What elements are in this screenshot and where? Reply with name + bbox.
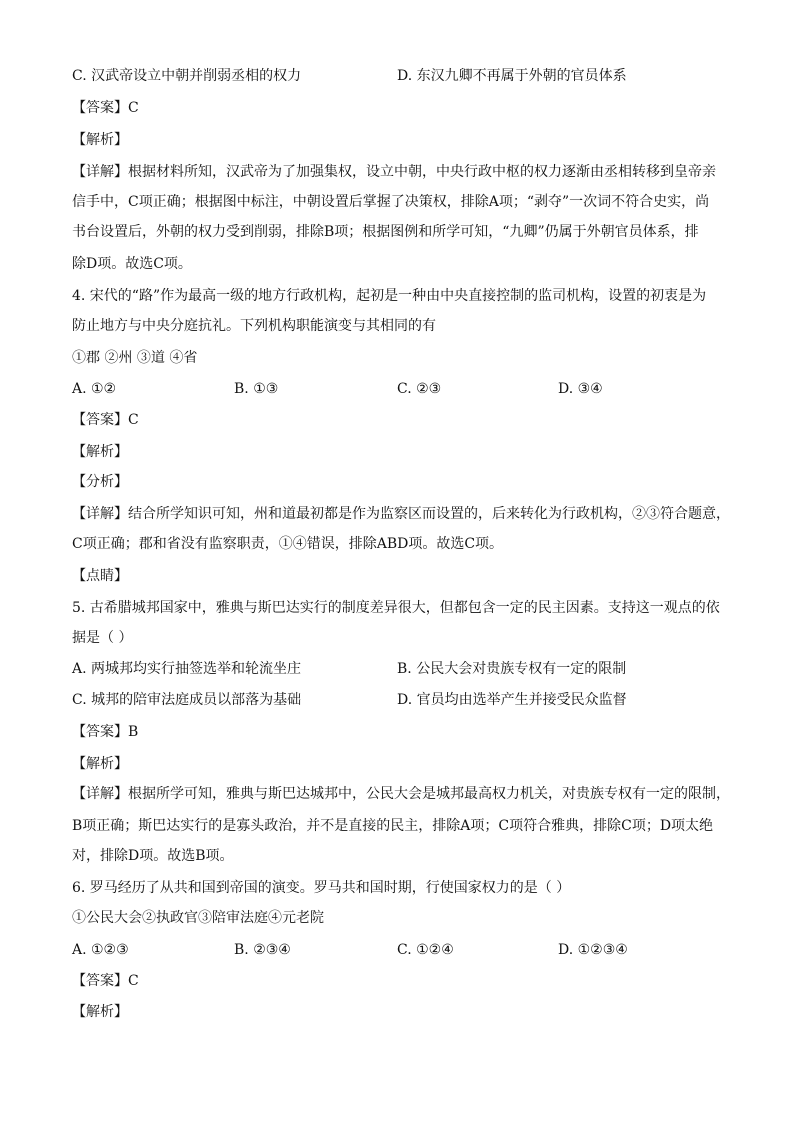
- q4-detail-line: 【详解】结合所学知识可知，州和道最初都是作为监察区而设置的，后来转化为行政机构，②③符合题意，: [72, 506, 730, 522]
- q4-analysis-subtitle: 【分析】: [72, 474, 128, 490]
- q5-answer: 【答案】B: [72, 724, 139, 740]
- q6-option-b: B. ②③④: [234, 942, 291, 958]
- q3-option-c: C. 汉武帝设立中朝并削弱丞相的权力: [72, 68, 302, 84]
- q4-detail-line: C项正确；郡和省没有监察职责，①④错误，排除ABD项。故选C项。: [72, 536, 504, 552]
- q4-tips-label: 【点睛】: [72, 568, 128, 584]
- q6-stem: 6. 罗马经历了从共和国到帝国的演变。罗马共和国时期，行使国家权力的是（ ）: [72, 880, 571, 896]
- q5-analysis-label: 【解析】: [72, 756, 128, 772]
- q5-detail-line: 【详解】根据所学可知，雅典与斯巴达城邦中，公民大会是城邦最高权力机关，对贵族专权有一定的限制，: [72, 786, 730, 802]
- q4-items: ①郡 ②州 ③道 ④省: [72, 350, 198, 366]
- q3-option-d: D. 东汉九卿不再属于外朝的官员体系: [397, 68, 627, 84]
- q5-option-a: A. 两城邦均实行抽签选举和轮流坐庄: [72, 661, 302, 677]
- q3-detail-line: 【详解】根据材料所知，汉武帝为了加强集权，设立中朝，中央行政中枢的权力逐渐由丞相转移到皇帝亲: [72, 164, 716, 180]
- q4-option-a: A. ①②: [72, 381, 117, 397]
- q6-option-d: D. ①②③④: [558, 942, 628, 958]
- q4-analysis-label: 【解析】: [72, 444, 128, 460]
- q3-analysis-label: 【解析】: [72, 132, 128, 148]
- q3-detail-line: 信手中，C项正确；根据图中标注，中朝设置后掌握了决策权，排除A项；“剥夺”一次词不符合史实，尚: [72, 194, 710, 210]
- q3-answer: 【答案】C: [72, 100, 139, 116]
- q5-stem: 5. 古希腊城邦国家中，雅典与斯巴达实行的制度差异很大，但都包含一定的民主因素。支持这一观点的依: [72, 600, 720, 616]
- q6-analysis-label: 【解析】: [72, 1004, 128, 1020]
- q5-detail-line: B项正确；斯巴达实行的是寡头政治，并不是直接的民主，排除A项；C项符合雅典，排除C项；D项太绝: [72, 818, 714, 834]
- q5-option-b: B. 公民大会对贵族专权有一定的限制: [397, 661, 627, 677]
- q4-option-b: B. ①③: [234, 381, 279, 397]
- q4-answer: 【答案】C: [72, 412, 139, 428]
- q4-option-c: C. ②③: [397, 381, 442, 397]
- q6-option-a: A. ①②③: [72, 942, 129, 958]
- q4-stem: 防止地方与中央分庭抗礼。下列机构职能演变与其相同的有: [72, 318, 436, 334]
- q4-stem: 4. 宋代的“路”作为最高一级的地方行政机构，起初是一种由中央直接控制的监司机构，设置的初衷是为: [72, 288, 707, 304]
- q5-option-d: D. 官员均由选举产生并接受民众监督: [397, 692, 627, 708]
- q5-detail-line: 对，排除D项。故选B项。: [72, 848, 234, 864]
- q4-option-d: D. ③④: [558, 381, 603, 397]
- q3-detail-line: 除D项。故选C项。: [72, 256, 192, 272]
- q5-stem: 据是（ ）: [72, 630, 133, 646]
- q6-option-c: C. ①②④: [397, 942, 454, 958]
- q6-answer: 【答案】C: [72, 973, 139, 989]
- q6-items: ①公民大会②执政官③陪审法庭④元老院: [72, 910, 324, 926]
- q5-option-c: C. 城邦的陪审法庭成员以部落为基础: [72, 692, 302, 708]
- q3-detail-line: 书台设置后，外朝的权力受到削弱，排除B项；根据图例和所学可知，“九卿”仍属于外朝官员体系，排: [72, 224, 699, 240]
